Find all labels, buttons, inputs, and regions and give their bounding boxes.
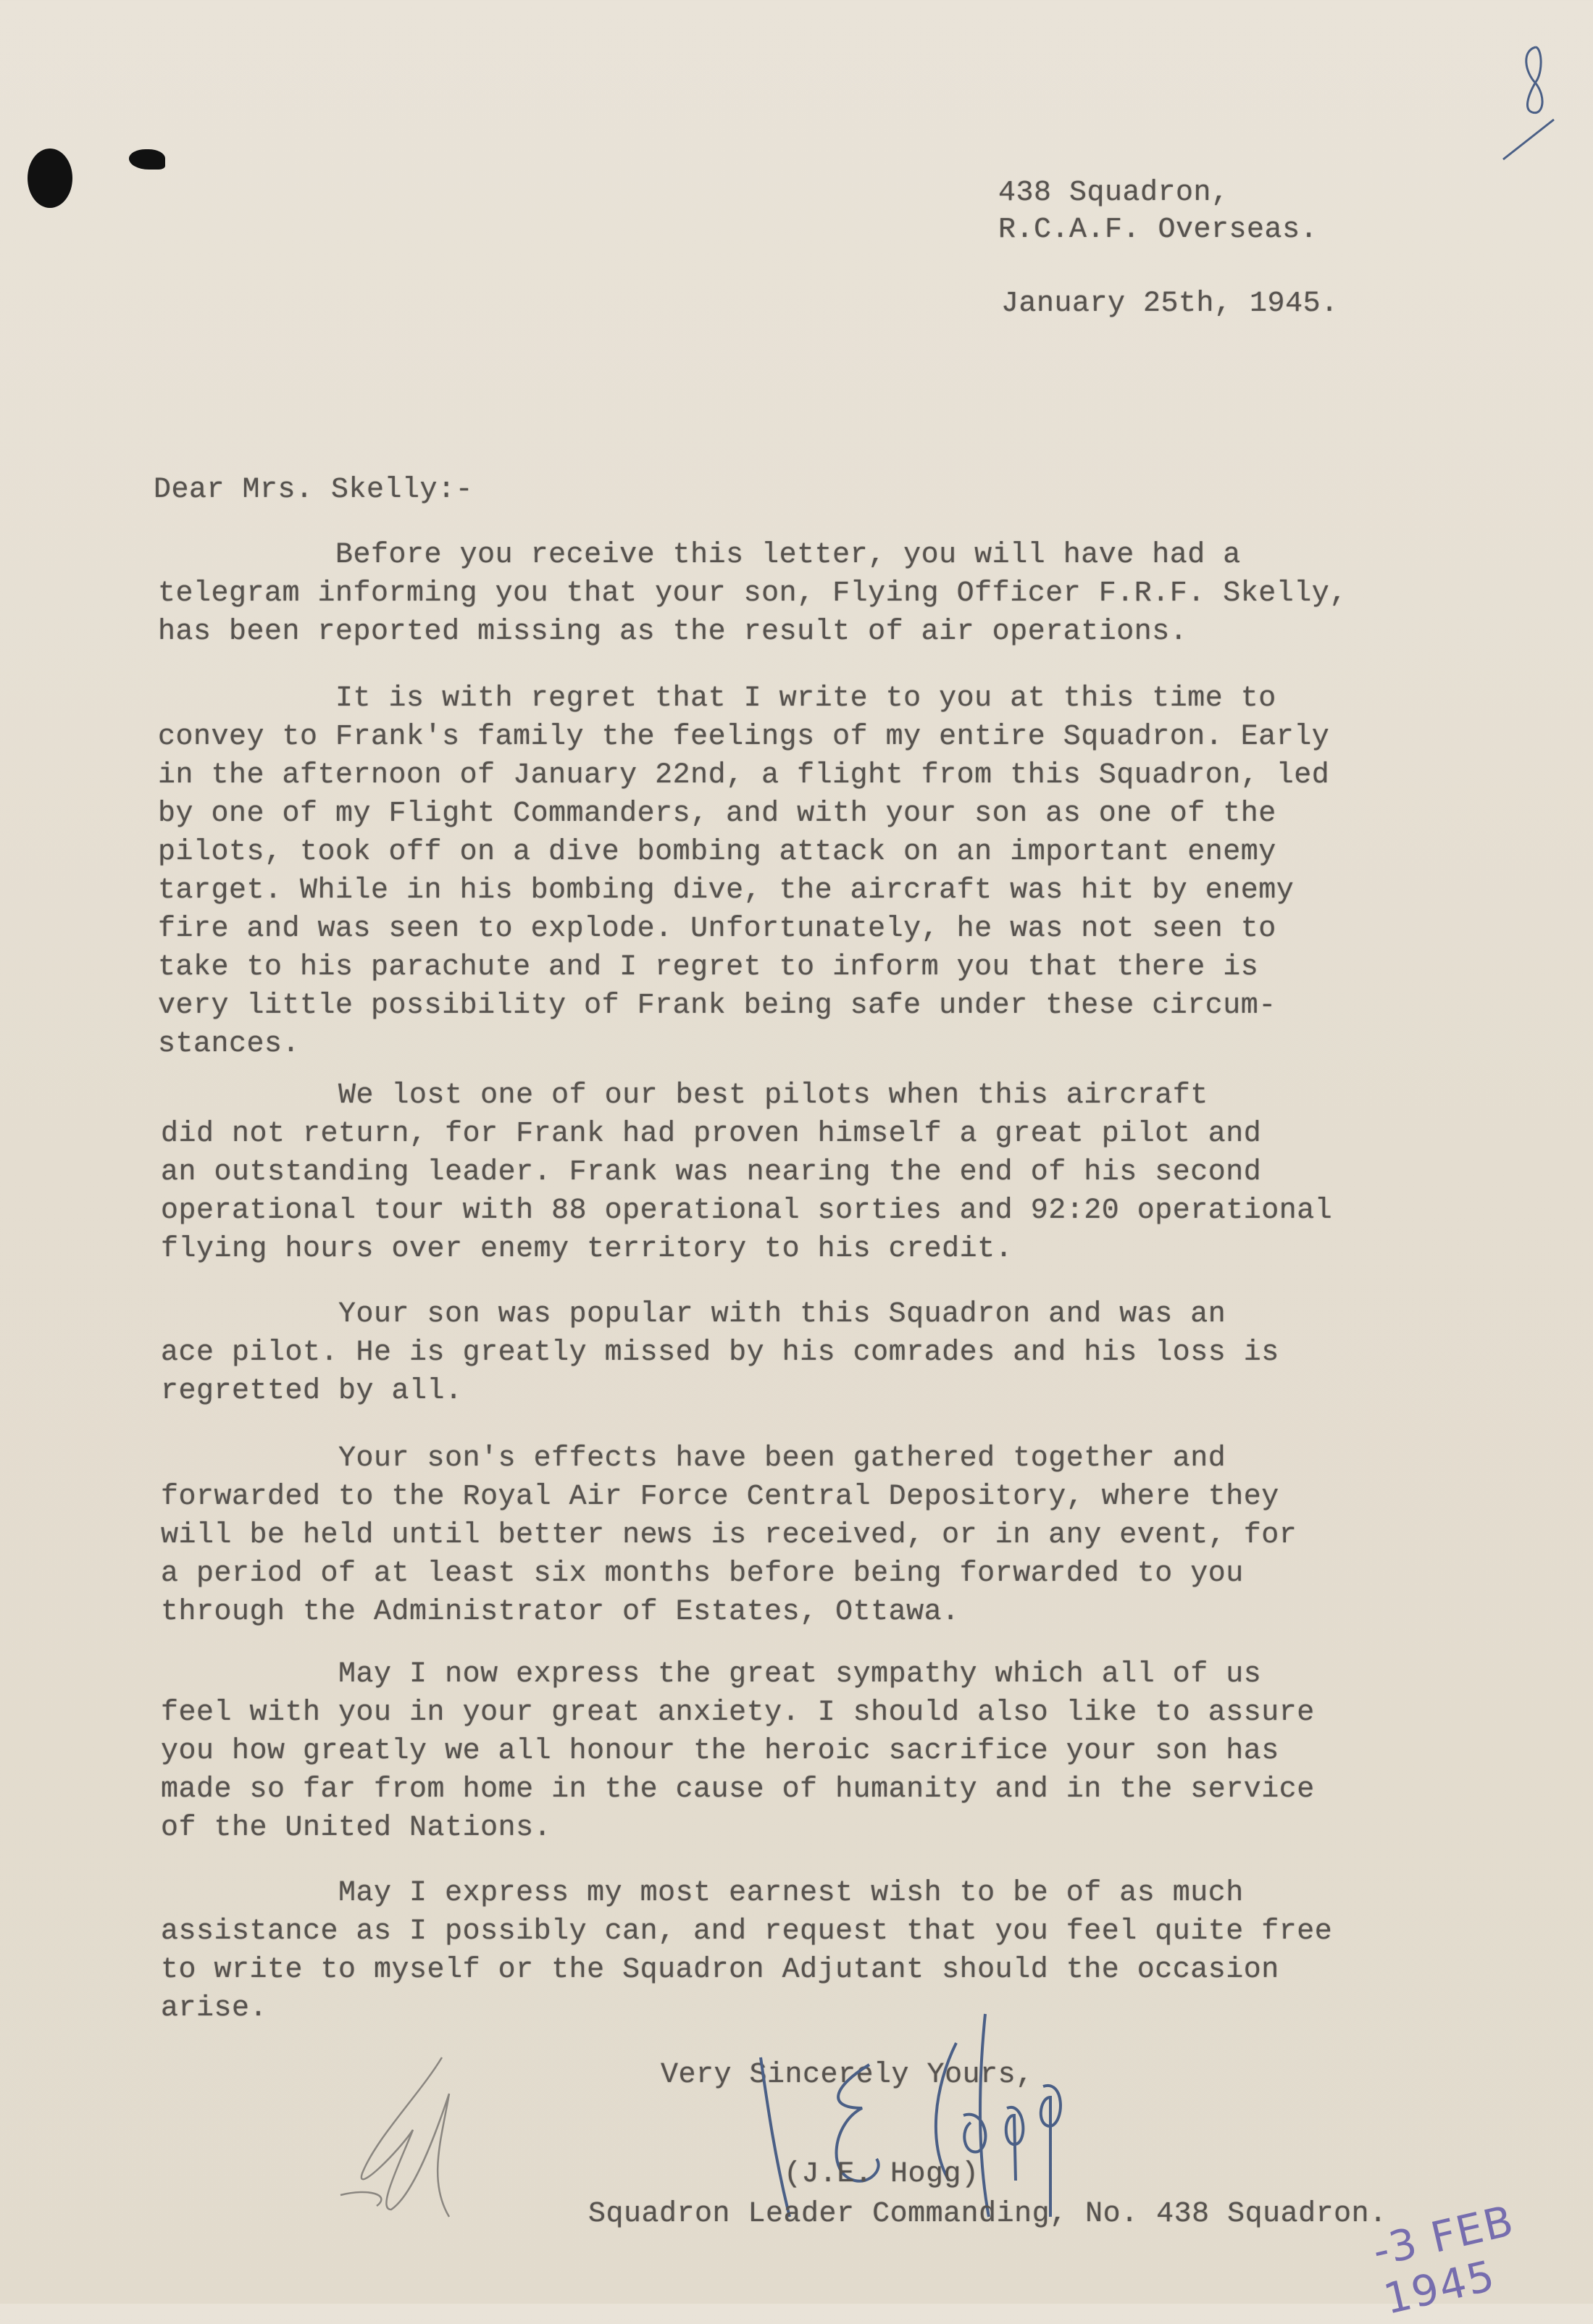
paragraph [161, 1295, 1279, 1410]
sender-location: R.C.A.F. Overseas. [998, 214, 1318, 246]
text-line: a period of at least six months before being forwarded to you [161, 1558, 1244, 1590]
letter-date: January 25th, 1945. [1001, 288, 1339, 320]
text-line: telegram informing you that your son, Flying Officer F.R.F. Skelly, [158, 577, 1347, 610]
text-line: through the Administrator of Estates, Ottawa. [161, 1596, 960, 1629]
text-line: stances. [158, 1028, 301, 1061]
punch-hole-torn [129, 149, 165, 170]
text-line: forwarded to the Royal Air Force Central Depository, where they [161, 1481, 1279, 1513]
text-line: operational tour with 88 operational sorties and 92:20 operational [161, 1195, 1333, 1227]
paragraph [161, 1077, 1332, 1268]
closing: Very Sincerely Yours, [661, 2059, 1034, 2091]
text-line: by one of my Flight Commanders, and with your son as one of the [158, 798, 1276, 830]
paragraph [161, 1439, 1297, 1631]
signer-title: Squadron Leader Commanding, No. 438 Squadron. [588, 2198, 1387, 2231]
text-line: We lost one of our best pilots when this aircraft [161, 1079, 1208, 1112]
text-line: to write to myself or the Squadron Adjutant should the occasion [161, 1954, 1279, 1986]
text-line: you how greatly we all honour the heroic sacrifice your son has [161, 1735, 1279, 1768]
text-line: fire and was seen to explode. Unfortunately, he was not seen to [158, 913, 1276, 945]
text-line: Before you receive this letter, you will have had a [158, 539, 1241, 572]
sender-unit: 438 Squadron, [998, 177, 1229, 209]
text-line: will be held until better news is received, or in any event, for [161, 1519, 1297, 1552]
text-line: flying hours over enemy territory to his credit. [161, 1233, 1013, 1266]
text-line: take to his parachute and I regret to inform you that there is [158, 951, 1259, 984]
text-line: ace pilot. He is greatly missed by his comrades and his loss is [161, 1337, 1279, 1369]
received-date-stamp: -3 FEB 1945 [1368, 2195, 1519, 2324]
text-line: regretted by all. [161, 1375, 463, 1408]
text-line: May I now express the great sympathy which all of us [161, 1658, 1262, 1691]
text-line: feel with you in your great anxiety. I should also like to assure [161, 1697, 1315, 1729]
text-line: May I express my most earnest wish to be of as much [161, 1877, 1244, 1910]
text-line: convey to Frank's family the feelings of my entire Squadron. Early [158, 721, 1330, 753]
page-number-handwritten [1492, 40, 1579, 170]
punch-hole [28, 149, 72, 208]
text-line: arise. [161, 1992, 268, 2025]
text-line: made so far from home in the cause of humanity and in the service [161, 1773, 1315, 1806]
text-line: an outstanding leader. Frank was nearing the end of his second [161, 1156, 1262, 1189]
text-line: assistance as I possibly can, and request that you feel quite free [161, 1915, 1333, 1948]
text-line: pilots, took off on a dive bombing attack on an important enemy [158, 836, 1276, 869]
text-line: did not return, for Frank had proven himself a great pilot and [161, 1118, 1262, 1150]
typed-name: (J.E. Hogg) [784, 2158, 979, 2191]
initials-scribble [333, 2050, 478, 2224]
text-line: target. While in his bombing dive, the aircraft was hit by enemy [158, 874, 1295, 907]
paragraph [161, 1655, 1315, 1847]
salutation: Dear Mrs. Skelly:- [154, 474, 474, 506]
paragraph [158, 536, 1347, 651]
text-line: Your son was popular with this Squadron and was an [161, 1298, 1226, 1331]
text-line: of the United Nations. [161, 1812, 552, 1844]
text-line: in the afternoon of January 22nd, a flight from this Squadron, led [158, 759, 1330, 792]
text-line: Your son's effects have been gathered together and [161, 1442, 1226, 1475]
paragraph [158, 680, 1329, 1063]
text-line: It is with regret that I write to you at this time to [158, 682, 1276, 715]
text-line: has been reported missing as the result of air operations. [158, 616, 1188, 648]
text-line: very little possibility of Frank being safe under these circum- [158, 990, 1276, 1022]
